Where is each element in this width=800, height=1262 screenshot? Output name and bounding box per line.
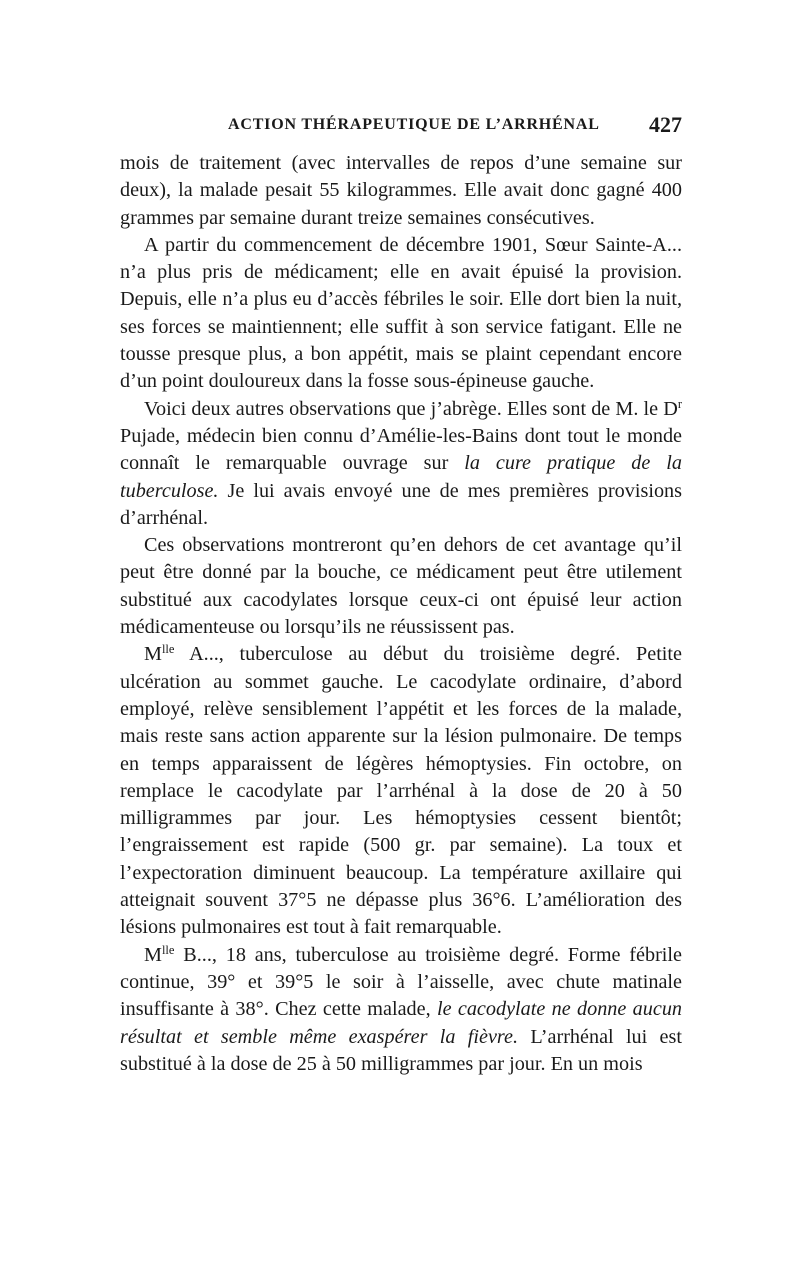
- emphasis-italic: le cacodylate ne donne aucun résultat et semble même exaspérer la fièvre.: [120, 998, 683, 1048]
- running-head: ACTION THÉRAPEUTIQUE DE L’ARRHÉNAL: [228, 116, 600, 133]
- paragraph-6-text-b: B..., 18 ans, tuberculose au troisième degré. Forme fébrile continue, 39° et 39°5 le soir à l’aisselle, avec chute matinale insuffisante à 38°. Chez cette malade,: [120, 943, 682, 1021]
- body-text: [120, 150, 682, 1078]
- paragraph-3: [120, 396, 682, 532]
- paragraph-1: mois de traitement (avec intervalles de repos d’une semaine sur deux), la malade pesait 55 kilogrammes. Elle avait donc gagné 400 grammes par semaine durant treize semaines consécutives.: [120, 152, 682, 229]
- paragraph-5: [120, 641, 682, 941]
- paragraph-4: Ces observations montreront qu’en dehors de cet avantage qu’il peut être donné par la bouche, ce médicament peut être utilement substitué aux cacodylates lorsque ceux-ci ont épuisé leur action médicamenteuse ou lorsqu’ils ne réussissent pas.: [120, 534, 682, 639]
- doctor-abbrev-superscript: r: [677, 396, 682, 411]
- paragraph-5-text-a: M: [144, 643, 162, 666]
- book-title-italic: la cure pratique de la tuberculose.: [120, 452, 682, 502]
- paragraph-5-text-b: A..., tuberculose au début du troisième degré. Petite ulcération au sommet gauche. Le cacodylate ordinaire, d’abord employé, relève sensiblement l’appétit et les forces de la malade, mais reste sans action apparente sur la lésion pulmonaire. De temps en temps apparaissent de légères hémoptysies. Fin octobre, on remplace le cacodylate par l’arrhénal à la dose de 20 à 50 milligrammes par jour. Les hémoptysies cessent bientôt; l’engraissement est rapide (500 gr. par semaine). La toux et l’expectoration diminuent beaucoup. La température axillaire qui atteignait souvent 37°5 ne dépasse plus 36°6. L’amélioration des lésions pulmonaires est tout à fait remarquable.: [120, 643, 682, 939]
- mademoiselle-superscript: lle: [161, 642, 175, 657]
- mademoiselle-superscript: lle: [161, 942, 175, 957]
- page-header: [120, 114, 682, 142]
- paragraph-2: A partir du commencement de décembre 1901, Sœur Sainte-A... n’a plus pris de médicament; elle en avait épuisé la provision. Depuis, elle n’a plus eu d’accès fébriles le soir. Elle dort bien la nuit, ses forces se maintiennent; elle suffit à son service fatigant. Elle ne tousse presque plus, a bon appétit, mais se plaint cependant encore d’un point douloureux dans la fosse sous-épineuse gauche.: [120, 233, 682, 393]
- paragraph-3-text-b: Pujade, médecin bien connu d’Amélie-les-Bains dont tout le monde connaît le remarquable ouvrage sur: [120, 424, 682, 475]
- paragraph-6-text-c: L’arrhénal lui est substitué à la dose de 25 à 50 milligrammes par jour. En un mois: [120, 1025, 682, 1075]
- paragraph-3-text-c: Je lui avais envoyé une de mes premières provisions d’arrhénal.: [120, 479, 682, 529]
- paragraph-3-text-a: Voici deux autres observations que j’abrège. Elles sont de M. le D: [144, 397, 678, 420]
- paragraph-6-text-a: M: [144, 943, 162, 966]
- page-number: 427: [649, 112, 682, 137]
- paragraph-6: [120, 942, 682, 1078]
